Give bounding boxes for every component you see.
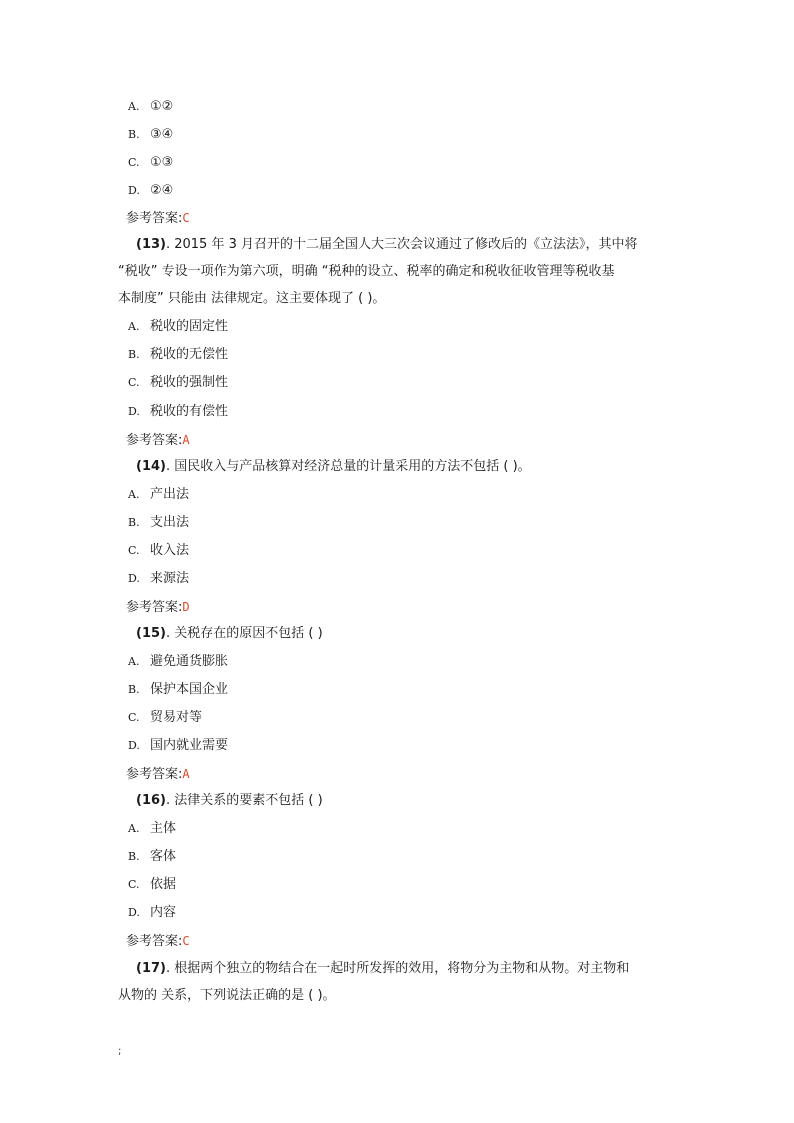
option-c: C. 收入法 [128,543,190,558]
option-c: C. 税收的强制性 [128,375,229,390]
answer-line: 参考答案:A [126,433,190,448]
footer-mark: ; [118,1046,122,1057]
option-a: A. ①② [128,99,174,114]
option-a: A. 税收的固定性 [128,319,229,334]
option-d: D. 税收的有偿性 [128,404,229,419]
answer-line: 参考答案:C [126,934,190,949]
question-13-line-1: (13). 2015 年 3 月召开的十二届全国人大三次会议通过了修改后的《立法法》，其中将 [136,237,638,252]
question-17-line-2: 从物的 关系，下列说法正确的是 ( )。 [118,988,336,1003]
question-13-line-3: 本制度” 只能由 法律规定。这主要体现了 ( )。 [118,291,386,306]
answer-line: 参考答案:C [126,211,190,226]
option-d: D. 来源法 [128,571,190,586]
option-d: D. ②④ [128,183,174,198]
option-b: B. 税收的无偿性 [128,347,229,362]
option-b: B. 保护本国企业 [128,682,229,697]
question-17-line-1: (17). 根据两个独立的物结合在一起时所发挥的效用，将物分为主物和从物。对主物和 [136,961,630,976]
question-15: (15). 关税存在的原因不包括 ( ) [136,626,323,641]
answer-line: 参考答案:D [126,600,190,615]
option-b: B. ③④ [128,127,174,142]
option-b: B. 支出法 [128,515,190,530]
option-c: C. 依据 [128,877,177,892]
option-c: C. 贸易对等 [128,710,203,725]
question-13-line-2: “税收” 专设一项作为第六项，明确 “税种的设立、税率的确定和税收征收管理等税收基 [118,264,615,279]
option-a: A. 产出法 [128,487,190,502]
answer-line: 参考答案:A [126,767,190,782]
option-a: A. 主体 [128,821,177,836]
option-a: A. 避免通货膨胀 [128,654,229,669]
question-16: (16). 法律关系的要素不包括 ( ) [136,793,323,808]
option-d: D. 内容 [128,905,177,920]
option-b: B. 客体 [128,849,177,864]
question-14: (14). 国民收入与产品核算对经济总量的计量采用的方法不包括 ( )。 [136,459,531,474]
option-d: D. 国内就业需要 [128,738,229,753]
option-c: C. ①③ [128,155,174,170]
